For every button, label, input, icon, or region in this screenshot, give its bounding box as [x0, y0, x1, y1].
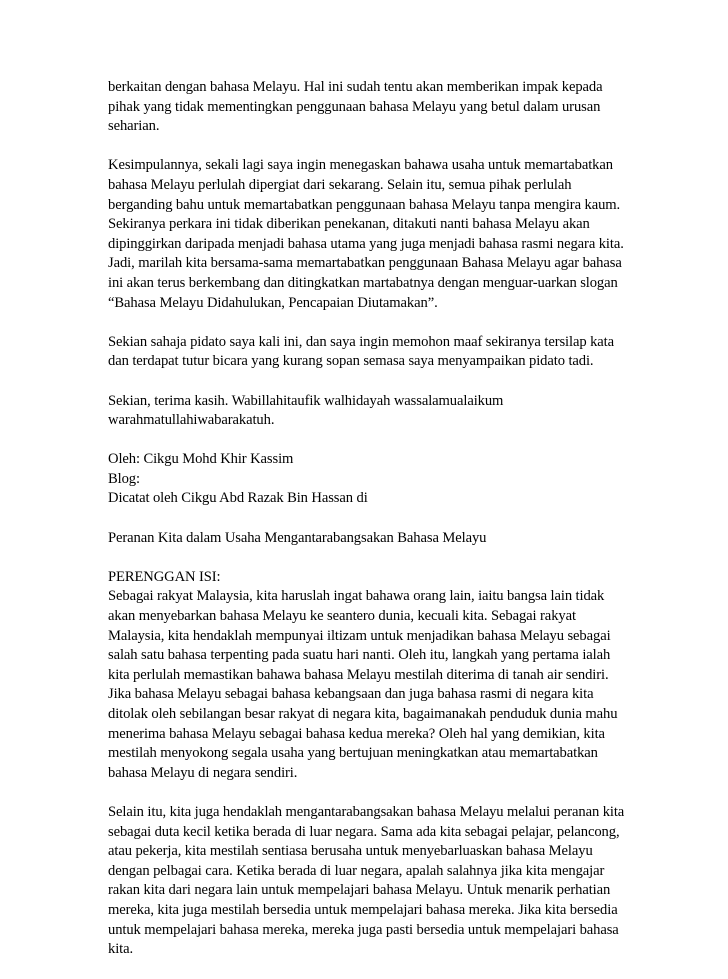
paragraph-isi-second [108, 803, 648, 960]
text-line: kita perlulah memastikan bahawa bahasa Melayu mestilah diterima di tanah air sendiri. [108, 666, 609, 683]
text-line: rakan kita dari negara lain untuk mempelajari bahasa Melayu. Untuk menarik perhatian [108, 882, 611, 899]
text-line: PERENGGAN ISI: [108, 568, 221, 585]
text-line: Selain itu, kita juga hendaklah mengantarabangsakan bahasa Melayu melalui peranan kita [108, 803, 625, 820]
text-line: warahmatullahiwabarakatuh. [108, 412, 275, 429]
paragraph-isi-first [108, 568, 648, 784]
text-line: dipinggirkan daripada menjadi bahasa utama yang juga menjadi bahasa rasmi negara kita. [108, 235, 624, 252]
text-line: Sekiranya perkara ini tidak diberikan penekanan, ditakuti nanti bahasa Melayu akan [108, 216, 590, 233]
text-line: salah satu bahasa terpenting pada suatu hari nanti. Oleh itu, langkah yang pertama ialah [108, 647, 611, 664]
text-line: Sekian sahaja pidato saya kali ini, dan saya ingin memohon maaf sekiranya tersilap kata [108, 333, 614, 350]
text-line: menerima bahasa Melayu sebagai bahasa kedua mereka? Oleh hal yang demikian, kita [108, 725, 605, 742]
text-line: Kesimpulannya, sekali lagi saya ingin menegaskan bahawa usaha untuk memartabatkan [108, 157, 613, 174]
text-line: ini akan terus berkembang dan ditingkatkan martabatnya dengan menguar-uarkan slogan [108, 274, 618, 291]
text-line: ditolak oleh sebilangan besar rakyat di negara kita, bagaimanakah penduduk dunia mahu [108, 706, 618, 722]
text-line: dengan pelbagai cara. Ketika berada di luar negara, apalah salahnya jika kita mengajar [108, 862, 605, 879]
document-body [108, 78, 648, 979]
text-line: berkaitan dengan bahasa Melayu. Hal ini sudah tentu akan memberikan impak kepada [108, 79, 603, 95]
text-line: Oleh: Cikgu Mohd Khir Kassim [108, 451, 294, 468]
text-line: Dicatat oleh Cikgu Abd Razak Bin Hassan di [108, 490, 368, 507]
text-line: bahasa Melayu perlulah dipergiat dari sekarang. Selain itu, semua pihak perlulah [108, 176, 572, 193]
text-line: seharian. [108, 118, 160, 135]
text-line: pihak yang tidak mementingkan penggunaan bahasa Melayu yang betul dalam urusan [108, 98, 601, 115]
text-line: mereka, kita juga mestilah bersedia untuk mempelajari bahasa mereka. Jika kita bersedia [108, 901, 618, 918]
paragraph-intro-continuation [108, 78, 648, 137]
text-line: mestilah menyokong segala usaha yang bertujuan meningkatkan atau memartabatkan [108, 745, 598, 762]
text-line: Jika bahasa Melayu sebagai bahasa kebangsaan dan juga bahasa rasmi di negara kita [108, 686, 594, 703]
text-line: Sebagai rakyat Malaysia, kita haruslah ingat bahawa orang lain, iaitu bangsa lain tidak [108, 588, 605, 605]
heading-article-title [108, 529, 648, 549]
text-line: atau pekerja, kita mestilah sentiasa berusaha untuk menyebarluaskan bahasa Melayu [108, 843, 593, 860]
text-line: untuk mempelajari bahasa mereka, mereka juga pasti bersedia untuk mempelajari bahasa [108, 921, 619, 938]
text-line: dan terdapat tutur bicara yang kurang sopan semasa saya menyampaikan pidato tadi. [108, 353, 594, 370]
paragraph-author-credits [108, 450, 648, 509]
text-line: kita. [108, 941, 134, 958]
paragraph-conclusion [108, 156, 648, 313]
text-line: berganding bahu untuk memartabatkan penggunaan bahasa Melayu tanpa mengira kaum. [108, 196, 621, 213]
text-line: bahasa Melayu di negara sendiri. [108, 764, 298, 781]
text-line: Blog: [108, 470, 140, 487]
paragraph-closing-apology [108, 333, 648, 372]
text-line: Malaysia, kita hendaklah mempunyai iltizam untuk menjadikan bahasa Melayu sebagai [108, 627, 611, 644]
text-line: sebagai duta kecil ketika berada di luar negara. Sama ada kita sebagai pelajar, pelancong, [108, 823, 620, 840]
paragraph-farewell [108, 392, 648, 431]
text-line: Jadi, marilah kita bersama-sama memartabatkan penggunaan Bahasa Melayu agar bahasa [108, 255, 622, 272]
text-line: Peranan Kita dalam Usaha Mengantarabangsakan Bahasa Melayu [108, 529, 487, 546]
text-line: akan menyebarkan bahasa Melayu ke seantero dunia, kecuali kita. Sebagai rakyat [108, 608, 576, 625]
text-line: “Bahasa Melayu Didahulukan, Pencapaian Diutamakan”. [108, 294, 438, 311]
text-line: Sekian, terima kasih. Wabillahitaufik walhidayah wassalamualaikum [108, 392, 504, 409]
